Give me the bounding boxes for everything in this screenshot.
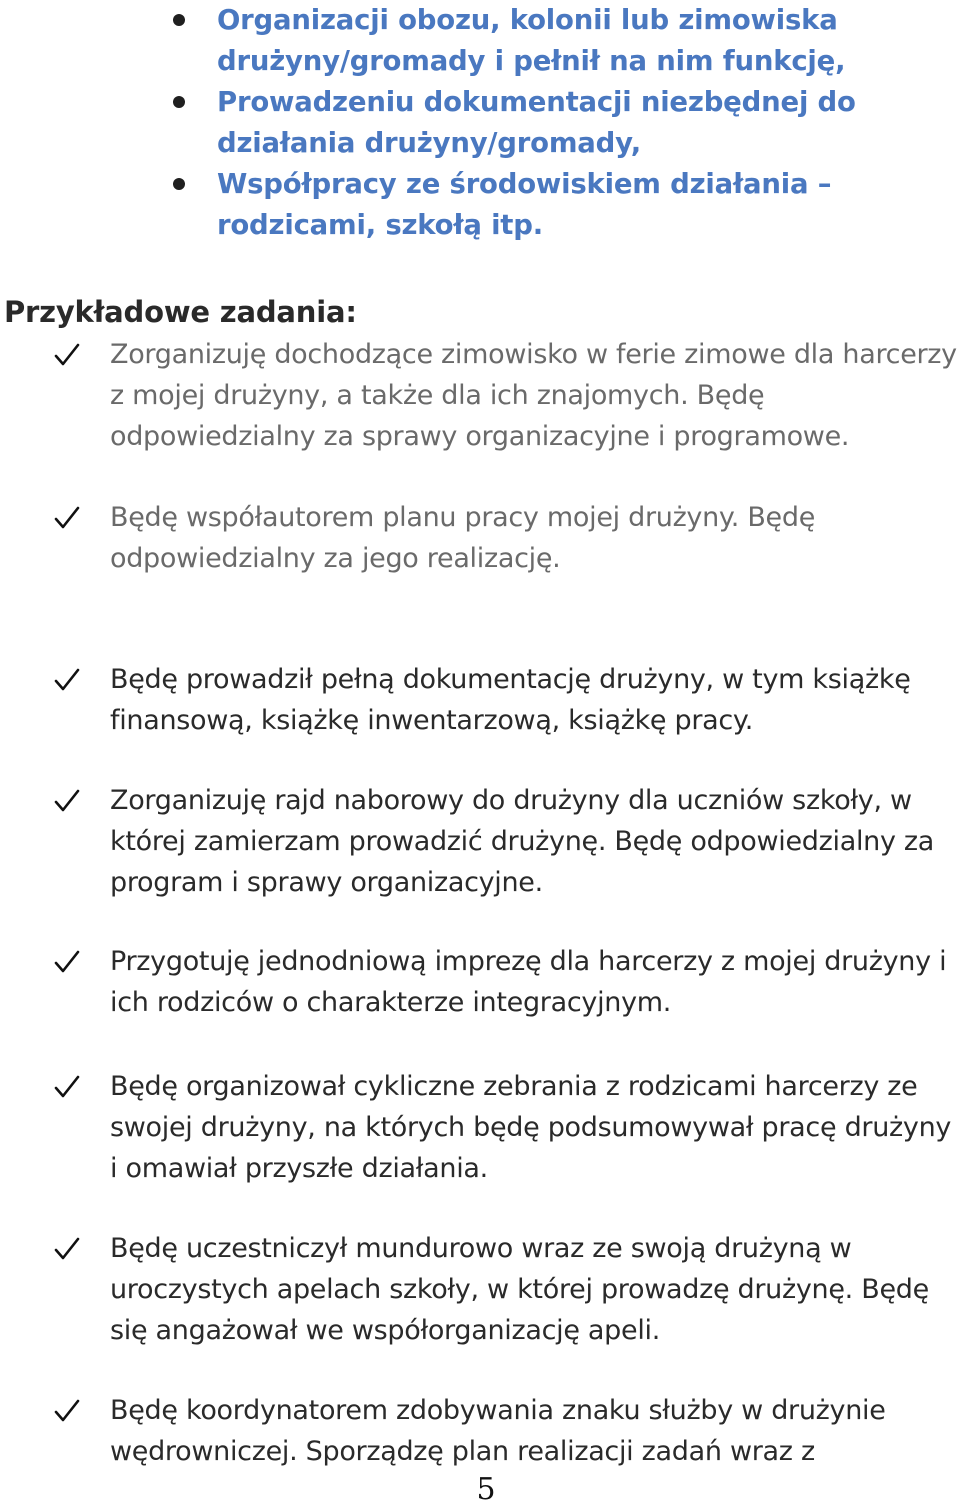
checkmark-icon (54, 667, 80, 693)
task-text: Zorganizuję rajd naborowy do drużyny dla uczniów szkoły, w której zamierzam prowadzić drużynę. Będę odpowiedzialny za program i sprawy organizacyjne. (110, 785, 935, 898)
bullet-dot-icon (173, 14, 185, 26)
checkmark-icon (54, 1074, 80, 1100)
task-text: Będę koordynatorem zdobywania znaku służby w drużynie wędrowniczej. Sporządzę plan realizacji zadań wraz z (110, 1395, 886, 1467)
checkmark-icon (54, 505, 80, 531)
task-text: Będę współautorem planu pracy mojej drużyny. Będę odpowiedzialny za jego realizację. (110, 502, 816, 574)
bullet-text: Organizacji obozu, kolonii lub zimowiska drużyny/gromady i pełnił na nim funkcję, (217, 4, 846, 77)
bullet-text: Współpracy ze środowiskiem działania – rodzicami, szkołą itp. (217, 168, 832, 241)
checkmark-icon (54, 949, 80, 975)
task-text: Będę uczestniczył mundurowo wraz ze swoją drużyną w uroczystych apelach szkoły, w której prowadzę drużynę. Będę się angażował we współorganizację apeli. (110, 1233, 929, 1346)
section-heading: Przykładowe zadania: (4, 295, 357, 329)
bullet-dot-icon (173, 96, 185, 108)
task-text: Przygotuję jednodniową imprezę dla harcerzy z mojej drużyny i ich rodziców o charakterze integracyjnym. (110, 946, 947, 1018)
checkmark-icon (54, 1236, 80, 1262)
task-text: Zorganizuję dochodzące zimowisko w ferie zimowe dla harcerzy z mojej drużyny, a także dla ich znajomych. Będę odpowiedzialny za sprawy organizacyjne i programowe. (110, 339, 957, 452)
checkmark-icon (54, 342, 80, 368)
checkmark-icon (54, 1398, 80, 1424)
page-number: 5 (476, 1472, 496, 1507)
checkmark-icon (54, 788, 80, 814)
bullet-dot-icon (173, 178, 185, 190)
bullet-text: Prowadzeniu dokumentacji niezbędnej do działania drużyny/gromady, (217, 86, 856, 159)
task-text: Będę organizował cykliczne zebrania z rodzicami harcerzy ze swojej drużyny, na których będę podsumowywał pracę drużyny i omawiał przyszłe działania. (110, 1071, 952, 1184)
task-text: Będę prowadził pełną dokumentację drużyny, w tym książkę finansową, książkę inwentarzową, książkę pracy. (110, 664, 911, 736)
